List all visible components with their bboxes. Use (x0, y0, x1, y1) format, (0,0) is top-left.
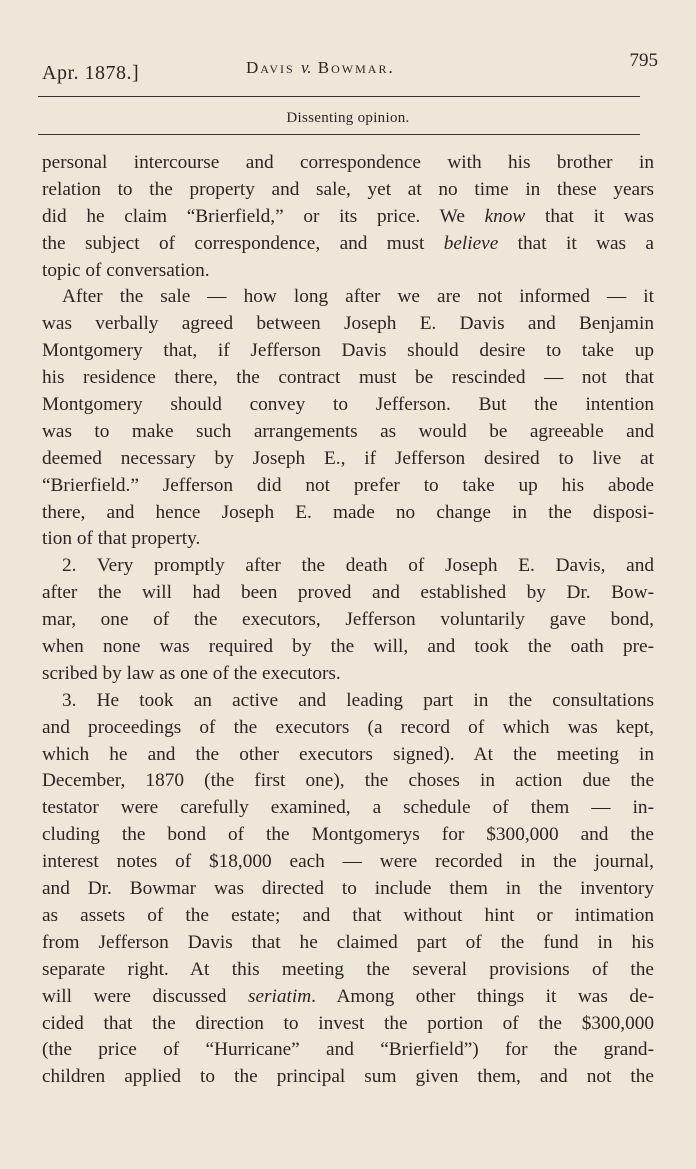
text-line: separate right. At this meeting the several provisions of the (42, 958, 654, 980)
text-line: from Jefferson Davis that he claimed part of the fund in his (42, 931, 654, 953)
text-line: after the will had been proved and established by Dr. Bow- (42, 582, 654, 604)
text-line: After the sale — how long after we are not informed — it (62, 286, 654, 308)
text-line: deemed necessary by Joseph E., if Jefferson desired to live at (42, 447, 654, 469)
text-line: testator were carefully examined, a schedule of them — in- (42, 797, 654, 819)
text-line: was verbally agreed between Joseph E. Davis and Benjamin (42, 313, 654, 335)
text-line: personal intercourse and correspondence with his brother in (42, 152, 654, 173)
text-line: his residence there, the contract must be rescinded — not that (42, 367, 654, 389)
body-text (42, 150, 654, 1091)
text-line: will were discussed seriatim. Among other things it was de- (42, 985, 654, 1007)
text-line: Montgomery should convey to Jefferson. But the intention (42, 394, 654, 416)
text-line: the subject of correspondence, and must believe that it was a (42, 232, 654, 254)
text-line: as assets of the estate; and that without hint or intimation (42, 904, 654, 926)
header-case-title: Davis v. Bowmar. (246, 58, 395, 77)
text-line: (the price of “Hurricane” and “Brierfield”) for the grand- (42, 1039, 654, 1061)
text-line: Montgomery that, if Jefferson Davis should desire to take up (42, 340, 654, 362)
text-line: cided that the direction to invest the portion of the $300,000 (42, 1012, 654, 1034)
text-line: December, 1870 (the first one), the choses in action due the (42, 770, 654, 792)
running-head (42, 48, 658, 88)
text-line: mar, one of the executors, Jefferson voluntarily gave bond, (42, 609, 654, 631)
text-line: cluding the bond of the Montgomerys for $300,000 and the (42, 824, 654, 846)
text-line: relation to the property and sale, yet at no time in these years (42, 178, 654, 200)
subhead-rule (38, 134, 640, 135)
text-line: was to make such arrangements as would be agreeable and (42, 420, 654, 442)
text-line: there, and hence Joseph E. made no change in the disposi- (42, 501, 654, 523)
header-rule (38, 96, 640, 97)
text-line: and proceedings of the executors (a record of which was kept, (42, 716, 654, 738)
text-line: “Brierfield.” Jefferson did not prefer to take up his abode (42, 474, 654, 496)
text-line: 2. Very promptly after the death of Joseph E. Davis, and (62, 555, 654, 577)
text-line: and Dr. Bowmar was directed to include them in the inventory (42, 878, 654, 900)
section-label: Dissenting opinion. (286, 110, 410, 126)
page-number: 795 (629, 50, 658, 71)
text-line: topic of conversation. (42, 259, 210, 281)
header-date: Apr. 1878.] (42, 62, 140, 84)
text-line: children applied to the principal sum given them, and not the (42, 1066, 654, 1088)
text-line: tion of that property. (42, 528, 201, 550)
text-line: did he claim “Brierfield,” or its price. We know that it was (42, 205, 654, 227)
text-line: 3. He took an active and leading part in the consultations (62, 689, 654, 711)
text-line: interest notes of $18,000 each — were recorded in the journal, (42, 851, 654, 873)
text-line: which he and the other executors signed). At the meeting in (42, 743, 654, 765)
text-line: when none was required by the will, and took the oath pre- (42, 636, 654, 658)
text-line: scribed by law as one of the executors. (42, 662, 341, 684)
